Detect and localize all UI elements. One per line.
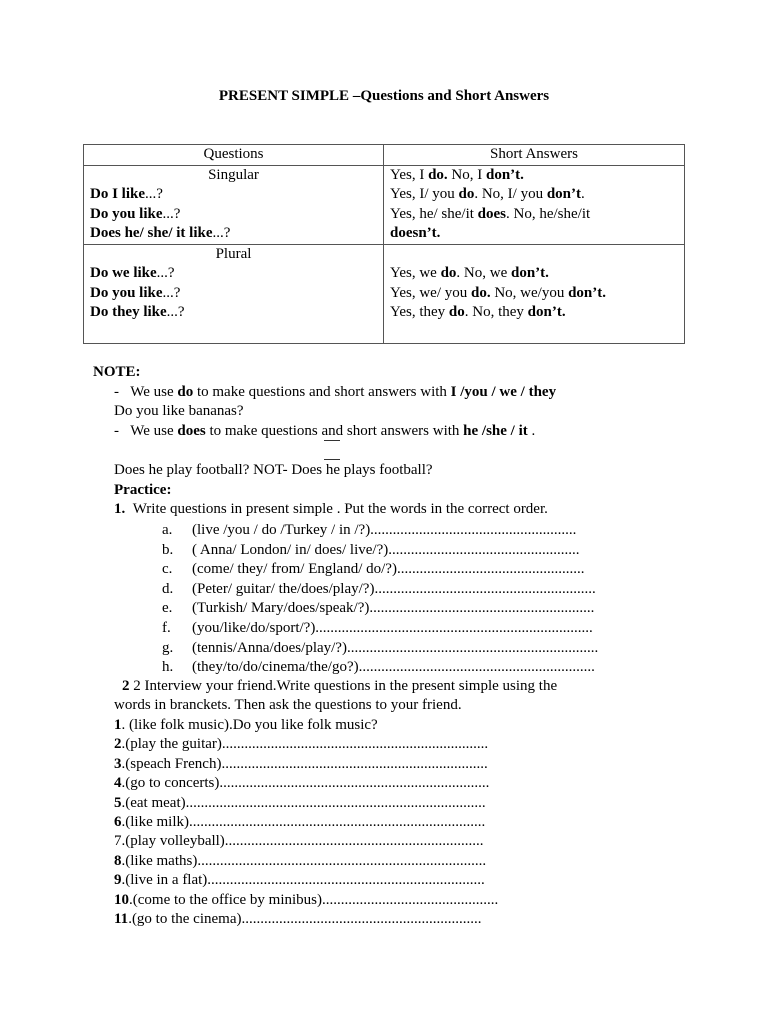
item-text: (tennis/Anna/does/play/?)...................................................................: [192, 639, 599, 656]
item-text: (you/like/do/sport/?)..........................................................................: [192, 620, 593, 636]
exercise-1-item: [162, 521, 576, 540]
item-text: .(speach French).......................................................................: [121, 755, 488, 772]
note-rule-do: - We use do to make questions and short answers with I /you / we / they: [114, 384, 557, 400]
answer-line: doesn’t.: [390, 225, 441, 241]
item-text: 7.(play volleyball).....................................................................: [114, 833, 484, 850]
bullet-dash: -: [114, 423, 131, 439]
item-number: 9: [114, 872, 122, 889]
exercise-2-item: [114, 794, 486, 813]
exercise-1-item: [162, 541, 579, 560]
question-line: Do I like...?: [90, 186, 163, 202]
answer-line: Yes, I do. No, I don’t.: [390, 166, 524, 183]
note-example-bananas: Do you like bananas?: [114, 403, 244, 419]
short-answers-header: Short Answers: [384, 145, 685, 166]
exercise-1-item: [162, 599, 594, 618]
item-letter: g.: [162, 639, 174, 656]
exercise-1-item: [162, 658, 595, 677]
exercise-2-item: [114, 910, 481, 929]
exercise-2-instruction-line2: words in branckets. Then ask the questions to your friend.: [114, 697, 462, 713]
exercise-2-item: [114, 891, 498, 910]
plural-questions-cell: [84, 244, 384, 343]
questions-header: Questions: [84, 145, 384, 166]
exercise-1-item: [162, 580, 596, 599]
singular-label: Singular: [208, 166, 259, 183]
note-example-football: Does he play football? NOT- Does he plays football?: [114, 462, 433, 478]
item-text: . (like folk music).Do you like folk music?: [121, 717, 378, 733]
exercise-2-item: [114, 716, 378, 735]
question-line: Do they like...?: [90, 304, 185, 320]
item-number: 11: [114, 911, 129, 927]
note-rule-does: - We use does to make questions and short answers with he /she / it .: [114, 423, 536, 439]
item-letter: b.: [162, 541, 174, 558]
exercise-2-item: [114, 774, 489, 793]
item-letter: f.: [162, 620, 171, 636]
plural-answers-cell: [384, 244, 685, 343]
plural-row: [84, 244, 685, 343]
item-letter: h.: [162, 659, 174, 676]
answer-line: Yes, I/ you do. No, I/ you don’t.: [390, 186, 585, 202]
question-line: Do you like...?: [90, 205, 181, 222]
item-text: .(like milk)...............................................................................: [121, 814, 486, 830]
exercise-2-item: [114, 813, 485, 832]
item-text: (live /you / do /Turkey / in /?).......................................................: [192, 522, 577, 538]
item-text: (come/ they/ from/ England/ do/?)..................................................: [192, 561, 585, 578]
exercise-2-item: [114, 832, 484, 851]
exercise-1-item: [162, 619, 593, 638]
singular-answers-cell: [384, 165, 685, 244]
bullet-dash: -: [114, 384, 131, 400]
exercise-2-item: [114, 852, 486, 871]
singular-row: [84, 165, 685, 244]
item-text: .(come to the office by minibus)...............................................: [129, 891, 499, 908]
exercise-1-item: [162, 639, 598, 658]
underline-mark: [324, 440, 340, 441]
answer-line: Yes, we/ you do. No, we/you don’t.: [390, 284, 607, 301]
item-letter: e.: [162, 600, 173, 617]
singular-questions-cell: [84, 165, 384, 244]
item-letter: c.: [162, 561, 173, 578]
exercise-2-item: [114, 871, 485, 890]
exercise-2-item: [114, 735, 488, 754]
item-number: 2: [114, 736, 122, 753]
exercise-2-item: [114, 755, 488, 774]
table-header-row: [84, 145, 685, 166]
answer-line: Yes, they do. No, they don’t.: [390, 304, 566, 320]
practice-heading: Practice:: [114, 482, 172, 498]
exercise-1-item: [162, 560, 584, 579]
item-text: (they/to/do/cinema/the/go?)...............................................................: [192, 659, 595, 676]
item-number: 1: [114, 717, 122, 733]
item-text: ( Anna/ London/ in/ does/ live/?)...................................................: [192, 541, 580, 558]
worksheet-title: PRESENT SIMPLE –Questions and Short Answers: [218, 88, 550, 104]
item-number: 10: [114, 891, 129, 908]
item-number: 4: [114, 775, 122, 792]
question-line: Does he/ she/ it like...?: [90, 225, 231, 241]
exercise-1-instruction: 1. Write questions in present simple . Put the words in the correct order.: [114, 501, 548, 517]
item-letter: d.: [162, 580, 174, 597]
item-number: 3: [114, 755, 122, 772]
item-text: (Turkish/ Mary/does/speak/?)............................................................: [192, 600, 595, 617]
underline-mark: [324, 459, 340, 460]
question-line: Do we like...?: [90, 265, 175, 281]
question-line: Do you like...?: [90, 284, 181, 301]
item-number: 5: [114, 794, 122, 811]
item-text: .(go to concerts)........................................................................: [121, 775, 490, 792]
item-text: .(play the guitar).......................................................................: [121, 736, 489, 753]
note-heading: NOTE:: [93, 364, 141, 380]
item-number: 6: [114, 814, 122, 830]
item-text: .(like maths).............................................................................: [121, 852, 487, 869]
plural-label: Plural: [215, 245, 252, 262]
item-letter: a.: [162, 522, 173, 538]
item-number: 8: [114, 852, 122, 869]
item-text: (Peter/ guitar/ the/does/play/?)...........................................................: [192, 580, 596, 597]
grammar-table: [83, 144, 685, 344]
item-text: .(eat meat)................................................................................: [121, 794, 486, 811]
answer-line: Yes, he/ she/it does. No, he/she/it: [390, 205, 591, 222]
item-text: .(live in a flat)..........................................................................: [121, 872, 485, 889]
item-text: .(go to the cinema)................................................................: [128, 911, 482, 927]
exercise-2-instruction-line1: 2 2 Interview your friend.Write questions in the present simple using the: [122, 678, 558, 694]
answer-line: Yes, we do. No, we don’t.: [390, 265, 549, 281]
